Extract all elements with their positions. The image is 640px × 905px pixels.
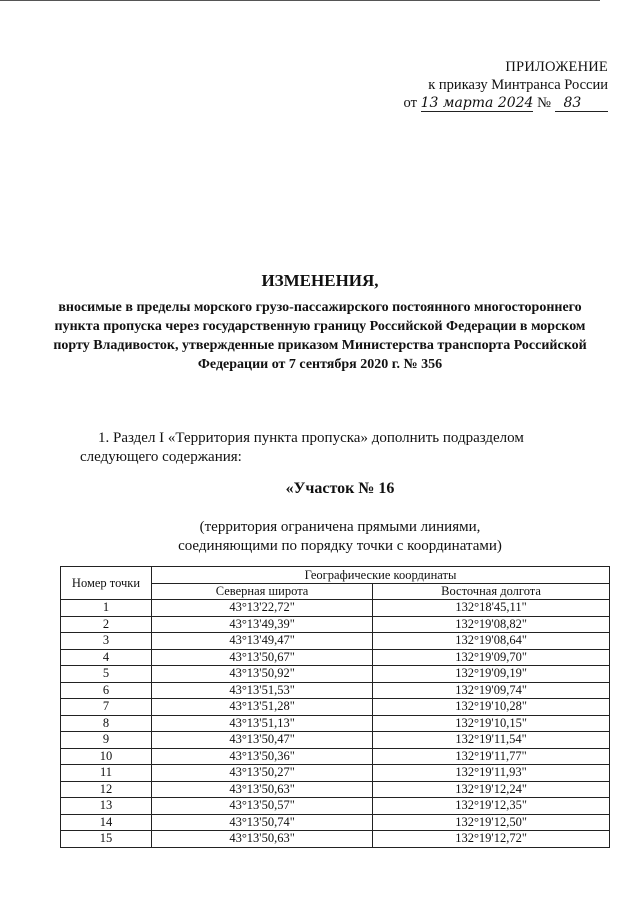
heading-title: ИЗМЕНЕНИЯ, bbox=[261, 271, 379, 290]
table-row bbox=[61, 633, 610, 650]
latitude-cell: 43°13'49,47" bbox=[152, 633, 373, 650]
latitude-cell: 43°13'50,74" bbox=[152, 814, 373, 831]
latitude-cell: 43°13'51,53" bbox=[152, 682, 373, 699]
longitude-cell: 132°19'12,35" bbox=[373, 798, 610, 815]
latitude-cell: 43°13'50,57" bbox=[152, 798, 373, 815]
latitude-cell: 43°13'50,67" bbox=[152, 649, 373, 666]
latitude-cell: 43°13'51,13" bbox=[152, 715, 373, 732]
column-header-geo: Географические координаты bbox=[152, 567, 610, 584]
table-row bbox=[61, 831, 610, 848]
longitude-cell: 132°19'12,50" bbox=[373, 814, 610, 831]
point-number-cell: 3 bbox=[61, 633, 152, 650]
table-row bbox=[61, 765, 610, 782]
appendix-order-ref: к приказу Минтранса России bbox=[428, 77, 608, 93]
table-row bbox=[61, 732, 610, 749]
latitude-cell: 43°13'50,36" bbox=[152, 748, 373, 765]
table-row bbox=[61, 715, 610, 732]
section-note-line-2: соединяющими по порядку точки с координатами) bbox=[178, 538, 502, 554]
point-number-cell: 10 bbox=[61, 748, 152, 765]
longitude-cell: 132°19'10,28" bbox=[373, 699, 610, 716]
table-row bbox=[61, 616, 610, 633]
latitude-cell: 43°13'50,63" bbox=[152, 831, 373, 848]
column-header-latitude: Северная широта bbox=[152, 583, 373, 600]
latitude-cell: 43°13'50,27" bbox=[152, 765, 373, 782]
latitude-cell: 43°13'50,47" bbox=[152, 732, 373, 749]
appendix-header bbox=[404, 58, 608, 112]
point-number-cell: 9 bbox=[61, 732, 152, 749]
longitude-cell: 132°19'11,54" bbox=[373, 732, 610, 749]
table-row bbox=[61, 798, 610, 815]
coordinates-table bbox=[60, 566, 610, 848]
point-number-cell: 12 bbox=[61, 781, 152, 798]
longitude-cell: 132°19'11,77" bbox=[373, 748, 610, 765]
point-number-cell: 15 bbox=[61, 831, 152, 848]
latitude-cell: 43°13'51,28" bbox=[152, 699, 373, 716]
point-number-cell: 7 bbox=[61, 699, 152, 716]
section-title: «Участок № 16 bbox=[285, 480, 395, 497]
longitude-cell: 132°19'09,74" bbox=[373, 682, 610, 699]
paragraph-1: 1. Раздел I «Территория пункта пропуска» дополнить подразделом bbox=[98, 430, 524, 446]
appendix-order-date-line bbox=[404, 94, 608, 112]
table-row bbox=[61, 699, 610, 716]
appendix-title: ПРИЛОЖЕНИЕ bbox=[505, 59, 608, 75]
table-row bbox=[61, 682, 610, 699]
table-row bbox=[61, 600, 610, 617]
longitude-cell: 132°19'08,82" bbox=[373, 616, 610, 633]
point-number-cell: 6 bbox=[61, 682, 152, 699]
point-number-cell: 4 bbox=[61, 649, 152, 666]
latitude-cell: 43°13'50,92" bbox=[152, 666, 373, 683]
document-heading bbox=[40, 270, 600, 374]
table-row bbox=[61, 649, 610, 666]
point-number-cell: 5 bbox=[61, 666, 152, 683]
table-row bbox=[61, 748, 610, 765]
top-border-line bbox=[0, 0, 600, 1]
handwritten-number-value: 83 bbox=[563, 95, 582, 111]
section-note bbox=[0, 518, 640, 556]
coordinates-table-body bbox=[61, 600, 610, 848]
longitude-cell: 132°18'45,11" bbox=[373, 600, 610, 617]
point-number-cell: 13 bbox=[61, 798, 152, 815]
heading-subtitle: вносимые в пределы морского грузо-пассажирского постоянного многостороннего пункта пропуска через государственную границу Российской Федерации в морском порту Владивосток, утвержденные приказом Министерства транспорта Российской Федерации от 7 сентября 2020 г. № 356 bbox=[53, 300, 587, 372]
table-row bbox=[61, 781, 610, 798]
longitude-cell: 132°19'10,15" bbox=[373, 715, 610, 732]
handwritten-number bbox=[555, 95, 608, 112]
longitude-cell: 132°19'12,72" bbox=[373, 831, 610, 848]
longitude-cell: 132°19'08,64" bbox=[373, 633, 610, 650]
longitude-cell: 132°19'09,70" bbox=[373, 649, 610, 666]
point-number-cell: 1 bbox=[61, 600, 152, 617]
longitude-cell: 132°19'09,19" bbox=[373, 666, 610, 683]
column-header-point: Номер точки bbox=[61, 567, 152, 600]
latitude-cell: 43°13'49,39" bbox=[152, 616, 373, 633]
latitude-cell: 43°13'22,72" bbox=[152, 600, 373, 617]
point-number-cell: 2 bbox=[61, 616, 152, 633]
longitude-cell: 132°19'12,24" bbox=[373, 781, 610, 798]
column-header-longitude: Восточная долгота bbox=[373, 583, 610, 600]
section-note-line-1: (территория ограничена прямыми линиями, bbox=[199, 519, 481, 535]
point-number-cell: 14 bbox=[61, 814, 152, 831]
table-row bbox=[61, 666, 610, 683]
longitude-cell: 132°19'11,93" bbox=[373, 765, 610, 782]
handwritten-date: 13 марта 2024 bbox=[420, 95, 534, 111]
table-row bbox=[61, 814, 610, 831]
point-number-cell: 11 bbox=[61, 765, 152, 782]
paragraph-1-continued: следующего содержания: bbox=[80, 449, 242, 465]
latitude-cell: 43°13'50,63" bbox=[152, 781, 373, 798]
number-prefix: № bbox=[537, 95, 551, 111]
point-number-cell: 8 bbox=[61, 715, 152, 732]
date-prefix: от bbox=[403, 95, 417, 111]
